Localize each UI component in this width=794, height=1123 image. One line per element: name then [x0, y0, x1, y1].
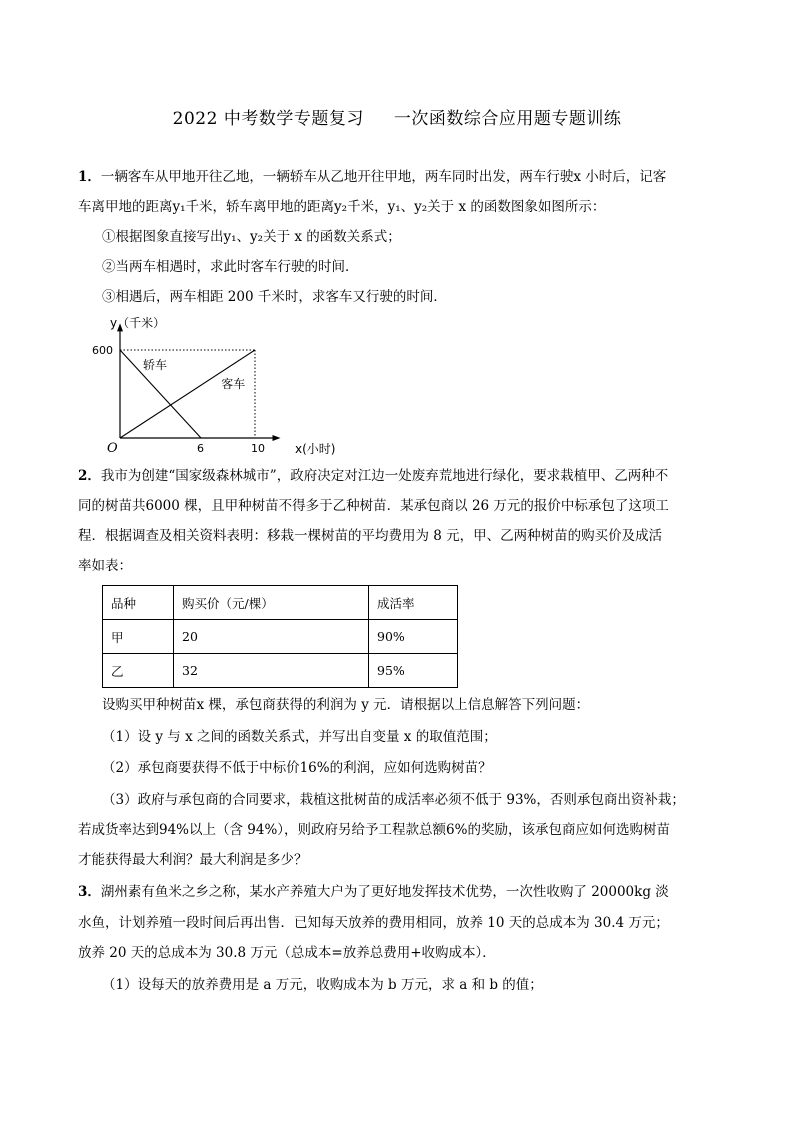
seedling-table	[102, 585, 458, 688]
q3-line-3: 放养 20 天的总成本为 30.8 万元（总成本=放养总费用+收购成本）．	[78, 945, 496, 961]
distance-time-chart	[88, 310, 348, 460]
table-header-cell: 成活率	[369, 586, 458, 620]
series-line-bus	[120, 350, 255, 438]
table-header-row	[103, 586, 458, 620]
table-cell: 95%	[369, 654, 458, 688]
q1-sub-1: ①根据图象直接写出y₁、y₂关于 x 的函数关系式；	[102, 229, 401, 245]
x-axis-arrow	[273, 435, 281, 441]
series-label: 客车	[221, 377, 246, 392]
title-part-2: 一次函数综合应用题专题训练	[393, 109, 622, 129]
table-row	[103, 620, 458, 654]
x-axis-label: x(小时)	[295, 442, 336, 456]
q2-intro: 设购买甲种树苗x 棵，承包商获得的利润为 y 元．请根据以上信息解答下列问题：	[102, 697, 590, 713]
table-cell: 32	[174, 654, 369, 688]
q2-sub-3-line-2: 若成货率达到94%以上（含 94%），则政府另给予工程款总额6%的奖励，该承包商应如何选购树苗	[78, 822, 670, 838]
q2-number: 2．	[78, 468, 101, 484]
q1-sub-2: ②当两车相遇时，求此时客车行驶的时间．	[102, 259, 359, 275]
q2-line-1	[78, 461, 718, 491]
origin-label: O	[107, 441, 118, 456]
y-tick-label: 600	[92, 344, 113, 357]
title-part-1: 2022 中考数学专题复习	[172, 109, 364, 129]
q1-text-1: 一辆客车从甲地开往乙地，一辆轿车从乙地开往甲地，两车同时出发，两车行驶x 小时后，记客	[100, 169, 667, 185]
table-cell: 90%	[369, 620, 458, 654]
q3-text-1: 湖州素有鱼米之乡之称，某水产养殖大户为了更好地发挥技术优势，一次性收购了 20000kg 淡	[100, 884, 669, 900]
q1-number: 1．	[78, 169, 101, 185]
q3-line-1	[78, 877, 718, 907]
q2-line-3: 程．根据调查及相关资料表明：移栽一棵树苗的平均费用为 8 元，甲、乙两种树苗的购买价及成活	[78, 528, 663, 544]
q3-line-2: 水鱼，计划养殖一段时间后再出售．已知每天放养的费用相同，放养 10 天的总成本为 30.4 万元；	[78, 915, 669, 931]
table-header-cell: 购买价（元/棵）	[174, 586, 369, 620]
table-cell: 甲	[103, 620, 174, 654]
table-row	[103, 654, 458, 688]
q1-sub-3: ③相遇后，两车相距 200 千米时，求客车又行驶的时间．	[102, 289, 447, 305]
x-tick-label: 10	[251, 442, 265, 455]
q2-sub-3-line-1: （3）政府与承包商的合同要求，栽植这批树苗的成活率必须不低于 93%，否则承包商出资补栽；	[102, 792, 685, 808]
table-cell: 20	[174, 620, 369, 654]
q3-number: 3．	[78, 884, 101, 900]
y-axis-label: y（千米）	[110, 316, 166, 330]
q2-sub-3-line-3: 才能获得最大利润？最大利润是多少？	[78, 852, 308, 868]
x-tick-label: 6	[197, 442, 204, 455]
series-label: 轿车	[142, 358, 167, 373]
page-title	[0, 104, 794, 129]
table-cell: 乙	[103, 654, 174, 688]
q2-line-4: 率如表：	[78, 558, 132, 574]
q2-sub-2: （2）承包商要获得不低于中标价16%的利润，应如何选购树苗？	[102, 760, 492, 776]
q2-sub-1: （1）设 y 与 x 之间的函数关系式，并写出自变量 x 的取值范围；	[102, 729, 497, 745]
q3-sub-1: （1）设每天的放养费用是 a 万元，收购成本为 b 万元，求 a 和 b 的值；	[102, 977, 543, 993]
q1-line-2: 车离甲地的距离y₁千米，轿车离甲地的距离y₂千米，y₁、y₂关于 x 的函数图象如图所示：	[78, 199, 606, 215]
table-header-cell: 品种	[103, 586, 174, 620]
q2-text-1: 我市为创建“国家级森林城市”，政府决定对江边一处废弃荒地进行绿化，要求栽植甲、乙两种不	[100, 468, 669, 484]
q2-line-2: 同的树苗共6000 棵，且甲种树苗不得多于乙种树苗．某承包商以 26 万元的报价中标承包了这项工	[78, 498, 669, 514]
q1-line-1	[78, 162, 718, 192]
